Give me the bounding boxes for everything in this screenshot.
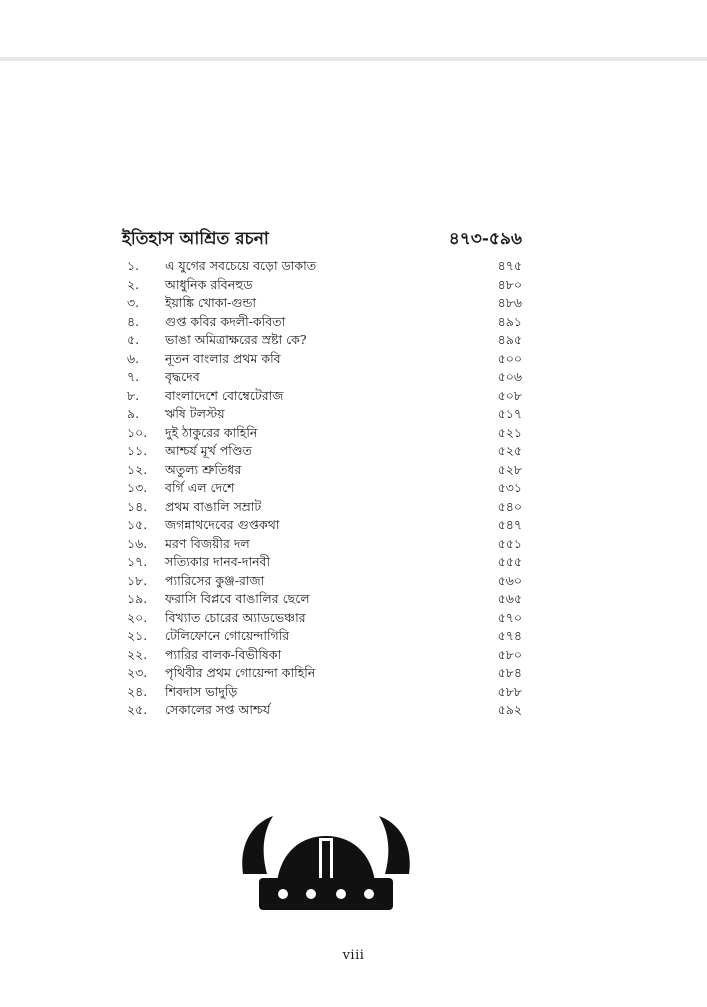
toc-entry-title: আশ্চর্য মূর্খ পণ্ডিত	[165, 443, 252, 458]
toc-entry-title: আধুনিক রবিনহুড	[165, 276, 253, 292]
toc-entry	[127, 590, 522, 609]
toc-entry-page: ৫৫৫	[497, 554, 522, 569]
toc-entry	[127, 387, 522, 406]
viking-helmet-icon	[237, 808, 415, 912]
toc-entry-number: ২৪.	[127, 683, 148, 699]
toc-entry-number: ৭.	[127, 369, 140, 384]
toc-entry	[127, 627, 522, 646]
toc-entry	[127, 701, 522, 720]
toc-entry-page: ৫০৮	[497, 387, 522, 403]
toc-entry-number: ৬.	[127, 350, 140, 366]
toc-entry-number: ২৫.	[127, 702, 148, 717]
toc-entry-title: প্যারিসের কুঞ্জ-রাজা	[165, 572, 265, 588]
toc-entry-number: ১৭.	[127, 554, 148, 569]
section-header	[122, 226, 522, 252]
toc-entry-page: ৫০৬	[497, 369, 522, 384]
toc-entry-number: ২২.	[127, 646, 148, 662]
toc-entry-title: দুই ঠাকুরের কাহিনি	[165, 424, 258, 440]
toc-entry-number: ১৯.	[127, 591, 148, 606]
toc-entry-number: ১৮.	[127, 572, 148, 588]
top-divider	[0, 57, 707, 61]
toc-entry-title: সত্যিকার দানব-দানবী	[165, 554, 271, 569]
toc-entry-title: পৃথিবীর প্রথম গোয়েন্দা কাহিনি	[165, 665, 316, 680]
toc-entry-title: বিখ্যাত চোরের অ্যাডভেঞ্চার	[165, 609, 306, 625]
toc-entry-page: ৫১৭	[497, 406, 522, 421]
toc-entry-number: ১৪.	[127, 498, 148, 514]
toc-entry-title: সেকালের সপ্ত আশ্চর্য	[165, 702, 271, 717]
toc-entry-title: শিবদাস ভাদুড়ি	[165, 683, 238, 699]
toc-entry-page: ৫৭০	[497, 609, 522, 625]
toc-entry-number: ১১.	[127, 443, 148, 458]
toc-entry-page: ৪৮৬	[497, 295, 522, 310]
toc-entry-title: জগন্নাথদেবের গুপ্তকথা	[165, 517, 280, 532]
toc-entry	[127, 405, 522, 424]
toc-entry-page: ৫৬৫	[497, 591, 522, 606]
toc-entry	[127, 442, 522, 461]
toc-entry-title: বর্গি এল দেশে	[165, 480, 235, 495]
toc-entry-page: ৫৮৮	[497, 683, 522, 699]
toc-entry	[127, 683, 522, 702]
toc-entry-page: ৪৮০	[497, 276, 522, 292]
page-number: viii	[342, 948, 365, 963]
toc-entry	[127, 553, 522, 572]
toc-entry-number: ২৩.	[127, 665, 148, 680]
section-page-range: ৪৭৩-৫৯৬	[448, 229, 522, 249]
toc-entry	[127, 331, 522, 350]
toc-entry	[127, 516, 522, 535]
toc-entry-number: ১.	[127, 258, 140, 273]
toc-entry	[127, 609, 522, 628]
toc-entry-title: ভাঙা অমিত্রাক্ষরের স্রষ্টা কে?	[165, 332, 307, 347]
toc-entry-title: গুপ্ত কবির কদলী-কবিতা	[165, 313, 286, 329]
toc-entry-page: ৪৯৫	[497, 332, 522, 347]
toc-entry-page: ৫৫১	[497, 535, 522, 551]
toc-entry-page: ৪৯১	[497, 313, 522, 329]
toc-entry-number: ৪.	[127, 313, 140, 329]
top-margin	[0, 0, 707, 57]
toc-entry-title: প্যারির বালক-বিভীষিকা	[165, 646, 282, 662]
toc-entry-page: ৫৮৪	[497, 665, 522, 680]
toc-entry-page: ৫৪০	[497, 498, 522, 514]
toc-entry-page: ৫২৫	[497, 443, 522, 458]
toc-entry-title: মরণ বিজয়ীর দল	[165, 535, 250, 551]
toc-entry-number: ১২.	[127, 461, 148, 477]
toc-entry-page: ৫৬০	[497, 572, 522, 588]
toc-entry-title: প্রথম বাঙালি সম্রাট	[165, 498, 262, 514]
toc-entry-title: বৃদ্ধদেব	[165, 369, 200, 384]
toc-entry-number: ৫.	[127, 332, 140, 347]
toc-entry-number: ৮.	[127, 387, 140, 403]
toc-entry-number: ১৬.	[127, 535, 148, 551]
toc-entry	[127, 276, 522, 295]
toc-entry-title: এ যুগের সবচেয়ে বড়ো ডাকাত	[165, 258, 317, 273]
toc-entry-number: ২০.	[127, 609, 148, 625]
toc-entry	[127, 313, 522, 332]
toc-entry-number: ১০.	[127, 424, 148, 440]
toc-entry-title: অতুল্য শ্রুতিধর	[165, 461, 242, 477]
toc-entry-number: ৩.	[127, 295, 140, 310]
toc-entry	[127, 424, 522, 443]
toc-entry-title: ইয়াঙ্কি খোকা-গুন্ডা	[165, 295, 257, 310]
toc-entry-page: ৫৩১	[497, 480, 522, 495]
toc-entry	[127, 535, 522, 554]
toc-entry-page: ৪৭৫	[497, 258, 522, 273]
section-title: ইতিহাস আশ্রিত রচনা	[122, 229, 269, 249]
table-of-contents	[127, 257, 522, 720]
toc-entry-title: ফরাসি বিপ্লবে বাঙালির ছেলে	[165, 591, 310, 606]
toc-entry-page: ৫৪৭	[497, 517, 522, 532]
toc-entry	[127, 646, 522, 665]
toc-entry	[127, 257, 522, 276]
toc-entry-number: ২.	[127, 276, 140, 292]
toc-entry-page: ৫৭৪	[497, 628, 522, 643]
toc-entry-page: ৫৯২	[497, 702, 522, 717]
toc-entry-number: ১৩.	[127, 480, 148, 495]
toc-entry-page: ৫৮০	[497, 646, 522, 662]
toc-entry	[127, 461, 522, 480]
toc-entry-number: ১৫.	[127, 517, 148, 532]
toc-entry-page: ৫২১	[497, 424, 522, 440]
toc-entry	[127, 572, 522, 591]
toc-entry	[127, 664, 522, 683]
toc-entry-title: বাংলাদেশে বোম্বেটেরাজ	[165, 387, 284, 403]
toc-entry-number: ৯.	[127, 406, 140, 421]
toc-entry	[127, 368, 522, 387]
toc-entry	[127, 294, 522, 313]
toc-entry	[127, 350, 522, 369]
toc-entry-number: ২১.	[127, 628, 148, 643]
toc-entry-page: ৫২৮	[497, 461, 522, 477]
toc-entry	[127, 498, 522, 517]
toc-entry	[127, 479, 522, 498]
toc-entry-title: ঋষি টলস্টয়	[165, 406, 225, 421]
toc-entry-page: ৫০০	[497, 350, 522, 366]
toc-entry-title: নূতন বাংলার প্রথম কবি	[165, 350, 281, 366]
toc-entry-title: টেলিফোনে গোয়েন্দাগিরি	[165, 628, 290, 643]
